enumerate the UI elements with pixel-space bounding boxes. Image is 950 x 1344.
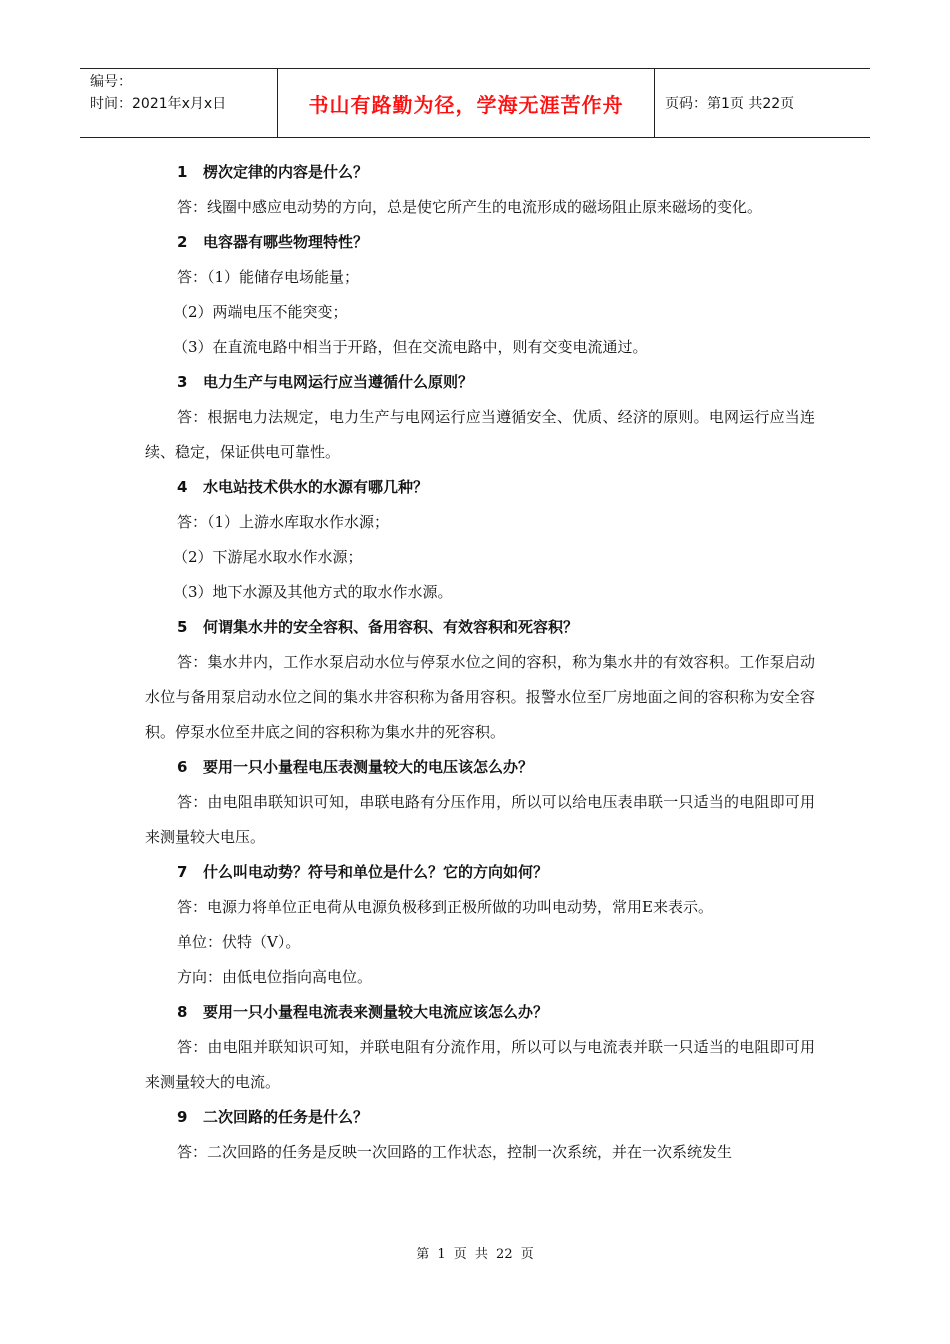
question-text: 要用一只小量程电压表测量较大的电压该怎么办？ xyxy=(203,758,534,776)
page-footer: 第 1 页 共 22 页 xyxy=(416,1247,534,1262)
question-text: 要用一只小量程电流表来测量较大电流应该怎么办？ xyxy=(203,1003,549,1021)
question-number: 9 xyxy=(177,1108,188,1126)
answer-line: 答：集水井内，工作水泵启动水位与停泵水位之间的容积，称为集水井的有效容积。工作泵启动水位与备用泵启动水位之间的集水井容积称为备用容积。报警水位至厂房地面之间的容积称为安全容积。停泵水位至井底之间的容积称为集水井的死容积。 xyxy=(145,653,815,741)
question-number: 4 xyxy=(177,478,188,496)
answer-line: （2）两端电压不能突变； xyxy=(173,303,348,321)
question-number: 3 xyxy=(177,373,188,391)
answer-line: 答：根据电力法规定，电力生产与电网运行应当遵循安全、优质、经济的原则。电网运行应当连续、稳定，保证供电可靠性。 xyxy=(145,408,815,461)
question-text: 二次回路的任务是什么？ xyxy=(203,1108,369,1126)
number-label: 编号： xyxy=(90,74,132,90)
question xyxy=(145,365,815,400)
answer-line: （3）在直流电路中相当于开路，但在交流电路中，则有交变电流通过。 xyxy=(173,338,648,356)
answer-line: （3）地下水源及其他方式的取水作水源。 xyxy=(173,583,453,601)
answer-line: 方向：由低电位指向高电位。 xyxy=(177,968,373,986)
question xyxy=(145,750,815,785)
question-number: 2 xyxy=(177,233,188,251)
date-label: 时间：2021年x月x日 xyxy=(90,96,227,112)
question-number: 5 xyxy=(177,618,188,636)
answer-line: 答：（1）上游水库取水作水源； xyxy=(177,513,390,531)
question-text: 什么叫电动势？符号和单位是什么？它的方向如何？ xyxy=(203,863,549,881)
question-number: 8 xyxy=(177,1003,188,1021)
question-text: 电力生产与电网运行应当遵循什么原则？ xyxy=(203,373,474,391)
question xyxy=(145,470,815,505)
answer-line: 答：线圈中感应电动势的方向，总是使它所产生的电流形成的磁场阻止原来磁场的变化。 xyxy=(177,198,763,216)
question-text: 何谓集水井的安全容积、备用容积、有效容积和死容积？ xyxy=(203,618,579,636)
question-text: 楞次定律的内容是什么？ xyxy=(203,163,369,181)
page-header xyxy=(80,68,870,138)
document-body xyxy=(145,155,815,1170)
question-number: 7 xyxy=(177,863,188,881)
question xyxy=(145,1100,815,1135)
answer-line: 答：电源力将单位正电荷从电源负极移到正极所做的功叫电动势，常用E来表示。 xyxy=(177,898,713,916)
question xyxy=(145,155,815,190)
header-meta xyxy=(80,69,278,137)
question xyxy=(145,995,815,1030)
answer-line: 答：二次回路的任务是反映一次回路的工作状态，控制一次系统，并在一次系统发生 xyxy=(177,1143,733,1161)
answer-line: （2）下游尾水取水作水源； xyxy=(173,548,363,566)
header-page-info: 页码：第1页 共22页 xyxy=(665,96,795,112)
question-number: 6 xyxy=(177,758,188,776)
answer-line: 答：由电阻并联知识可知，并联电阻有分流作用，所以可以与电流表并联一只适当的电阻即可用来测量较大的电流。 xyxy=(145,1038,815,1091)
answer-line: 答：由电阻串联知识可知，串联电路有分压作用，所以可以给电压表串联一只适当的电阻即可用来测量较大电压。 xyxy=(145,793,815,846)
question xyxy=(145,225,815,260)
question-text: 水电站技术供水的水源有哪几种？ xyxy=(203,478,429,496)
question xyxy=(145,855,815,890)
question xyxy=(145,610,815,645)
question-number: 1 xyxy=(177,163,188,181)
answer-line: 单位：伏特（V）。 xyxy=(177,933,301,951)
answer-line: 答：（1）能储存电场能量； xyxy=(177,268,360,286)
question-text: 电容器有哪些物理特性？ xyxy=(203,233,369,251)
header-motto: 书山有路勤为径，学海无涯苦作舟 xyxy=(278,69,655,137)
